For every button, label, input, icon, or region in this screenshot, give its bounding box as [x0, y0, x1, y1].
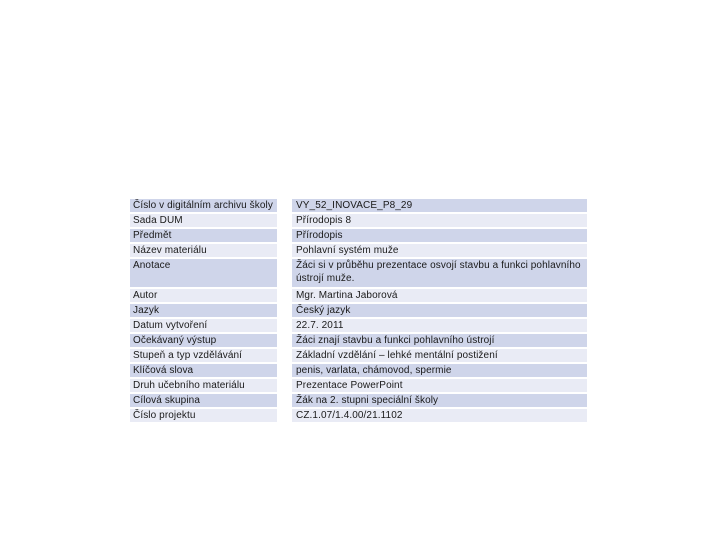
row-label-author: Autor — [130, 289, 277, 304]
row-value-annotation: Žáci si v průběhu prezentace osvojí stavbu a funkci pohlavního ústrojí muže. — [292, 259, 587, 289]
row-value-target-group: Žák na 2. stupni speciální školy — [292, 394, 587, 409]
row-label-material-type: Druh učebního materiálu — [130, 379, 277, 394]
row-label-annotation: Anotace — [130, 259, 277, 289]
table-row — [130, 244, 587, 259]
row-label-subject: Předmět — [130, 229, 277, 244]
row-value-education-level: Základní vzdělání – lehké mentální postižení — [292, 349, 587, 364]
row-label-project-number: Číslo projektu — [130, 409, 277, 424]
table-row — [130, 394, 587, 409]
table-row — [130, 349, 587, 364]
table-row — [130, 304, 587, 319]
table-row — [130, 229, 587, 244]
table-row — [130, 319, 587, 334]
table-row — [130, 409, 587, 424]
table-row — [130, 199, 587, 214]
table-row — [130, 379, 587, 394]
row-value-language: Český jazyk — [292, 304, 587, 319]
table-row — [130, 214, 587, 229]
row-value-subject: Přírodopis — [292, 229, 587, 244]
table-row — [130, 334, 587, 349]
row-value-archive-number: VY_52_INOVACE_P8_29 — [292, 199, 587, 214]
row-value-keywords: penis, varlata, chámovod, spermie — [292, 364, 587, 379]
row-label-creation-date: Datum vytvoření — [130, 319, 277, 334]
row-label-language: Jazyk — [130, 304, 277, 319]
table-row — [130, 289, 587, 304]
row-value-creation-date: 22.7. 2011 — [292, 319, 587, 334]
row-label-material-name: Název materiálu — [130, 244, 277, 259]
row-label-expected-outcome: Očekávaný výstup — [130, 334, 277, 349]
metadata-table — [130, 199, 587, 424]
row-label-keywords: Klíčová slova — [130, 364, 277, 379]
row-value-material-type: Prezentace PowerPoint — [292, 379, 587, 394]
row-value-project-number: CZ.1.07/1.4.00/21.1102 — [292, 409, 587, 424]
table-row — [130, 364, 587, 379]
row-label-education-level: Stupeň a typ vzdělávání — [130, 349, 277, 364]
row-value-dum-set: Přírodopis 8 — [292, 214, 587, 229]
row-value-expected-outcome: Žáci znají stavbu a funkci pohlavního ústrojí — [292, 334, 587, 349]
row-value-material-name: Pohlavní systém muže — [292, 244, 587, 259]
row-value-author: Mgr. Martina Jaborová — [292, 289, 587, 304]
row-label-target-group: Cílová skupina — [130, 394, 277, 409]
row-label-dum-set: Sada DUM — [130, 214, 277, 229]
table-row — [130, 259, 587, 289]
row-label-archive-number: Číslo v digitálním archivu školy — [130, 199, 277, 214]
